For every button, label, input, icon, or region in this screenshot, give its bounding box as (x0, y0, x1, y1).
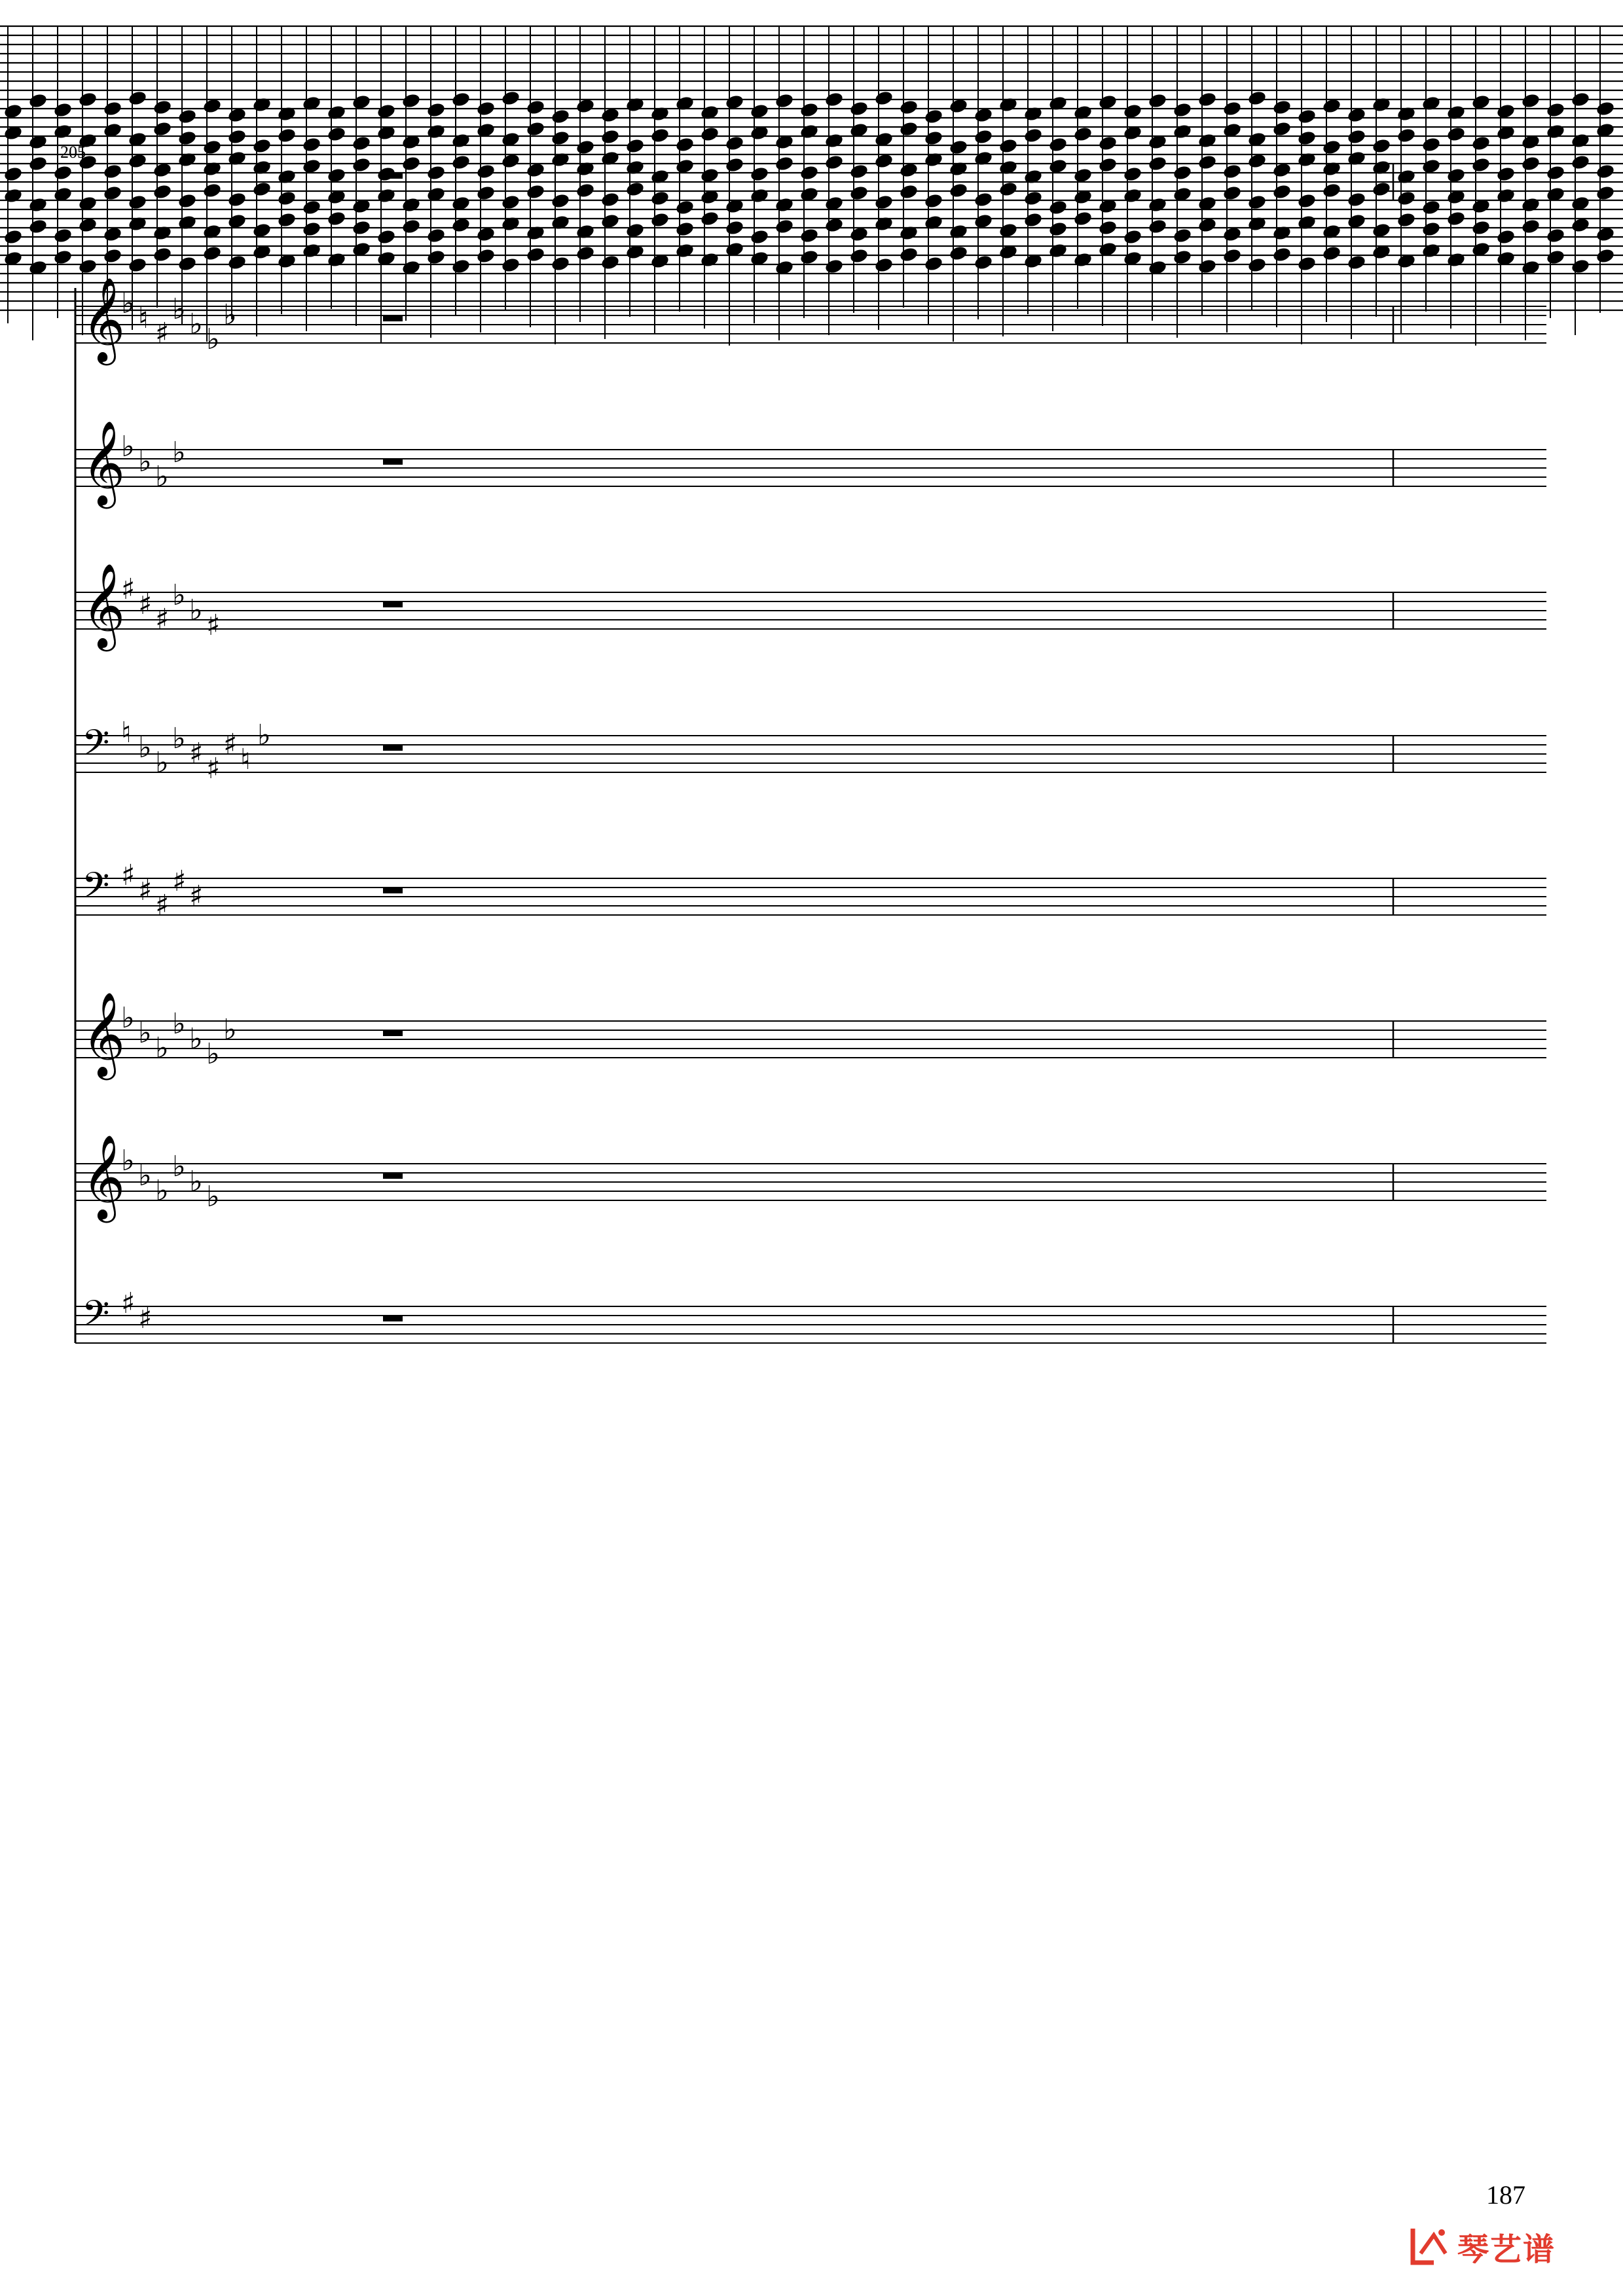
note-head (675, 136, 695, 153)
accidental-glyph: ♭ (138, 731, 152, 764)
note-head (1546, 164, 1566, 181)
note-head (750, 228, 770, 245)
note-head (28, 218, 48, 235)
note-head (1023, 127, 1044, 144)
note-head (1098, 219, 1118, 236)
note-head (874, 194, 894, 211)
note-head (476, 163, 496, 180)
note-head (1521, 155, 1541, 172)
note-head (501, 194, 521, 211)
note-head (1222, 163, 1243, 180)
note-head (1596, 163, 1616, 180)
accidental-glyph: ♯ (121, 573, 136, 606)
note-head (575, 245, 596, 262)
note-head (824, 132, 845, 149)
accidental-glyph: ♭ (172, 1150, 186, 1183)
accidental-glyph: ♯ (121, 859, 136, 892)
note-head (451, 154, 471, 171)
note-head (799, 123, 820, 140)
note-head (1297, 130, 1317, 147)
note-head (1222, 185, 1243, 202)
note-head (302, 136, 322, 153)
note-head (53, 123, 73, 140)
note-head (1148, 92, 1168, 109)
note-head (128, 257, 148, 274)
note-head (426, 101, 447, 118)
note-head (899, 120, 919, 137)
accidental-glyph: ♭ (257, 719, 271, 752)
note-head (1521, 218, 1541, 235)
note-head (426, 249, 447, 266)
note-head (924, 108, 944, 125)
note-head (1048, 242, 1068, 259)
note-head (376, 187, 397, 204)
note-head (53, 101, 73, 118)
note-head (725, 156, 745, 173)
page-number: 187 (1486, 2180, 1525, 2210)
note-head (1322, 245, 1342, 262)
note-head (352, 219, 372, 236)
note-head (1471, 219, 1491, 236)
note-head (1521, 92, 1541, 109)
note-head (1173, 227, 1193, 244)
accidental-glyph: ♯ (138, 588, 153, 621)
note-head (575, 139, 596, 156)
note-head (551, 130, 571, 147)
note-head (1421, 199, 1442, 216)
note-head (302, 221, 322, 238)
note-head (1496, 166, 1516, 183)
note-head (103, 185, 123, 202)
note-head (28, 196, 48, 213)
treble-clef-glyph: 𝄞 (82, 992, 126, 1077)
accidental-glyph: ♯ (155, 603, 170, 636)
note-head (53, 249, 73, 266)
note-head (799, 101, 820, 118)
accidental-glyph: ♭ (189, 1165, 203, 1198)
note-head (1446, 210, 1467, 227)
note-head (128, 194, 148, 211)
whole-rest (383, 888, 403, 893)
note-head (451, 258, 471, 275)
note-head (998, 137, 1019, 154)
note-head (1596, 185, 1616, 202)
note-head (227, 254, 247, 271)
note-head (1571, 91, 1591, 108)
note-head (352, 156, 372, 173)
note-head (949, 139, 969, 156)
note-head (1396, 190, 1417, 207)
accidental-glyph: ♯ (155, 317, 170, 350)
note-head (625, 181, 646, 198)
note-head (1446, 251, 1467, 268)
note-head (1596, 247, 1616, 264)
note-head (1123, 228, 1143, 245)
note-head (177, 108, 198, 125)
note-head (476, 185, 496, 202)
note-head (1098, 135, 1118, 152)
note-head (1272, 120, 1292, 137)
accidental-glyph: ♮ (240, 743, 251, 776)
note-head (1546, 227, 1566, 244)
note-head (775, 218, 795, 235)
note-head (1297, 255, 1317, 272)
accidental-glyph: ♯ (189, 737, 204, 770)
note-head (849, 100, 869, 117)
whole-rest (383, 459, 403, 465)
note-head (277, 127, 297, 144)
note-head (3, 166, 24, 183)
note-head (78, 258, 98, 275)
note-head (1197, 91, 1218, 108)
note-head (1197, 154, 1218, 171)
accidental-glyph: ♯ (138, 1302, 153, 1335)
note-head (451, 91, 471, 108)
accidental-glyph: ♭ (155, 746, 169, 780)
note-head (426, 123, 447, 140)
accidental-glyph: ♭ (155, 460, 169, 493)
note-head (1396, 211, 1417, 228)
note-head (177, 255, 198, 272)
accidental-glyph: ♭ (206, 1180, 220, 1213)
accidental-glyph: ♯ (172, 865, 187, 898)
accidental-glyph: ♭ (172, 436, 186, 469)
note-head (849, 163, 869, 180)
bass-clef-glyph: 𝄢 (82, 865, 110, 915)
accidental-glyph: ♭ (138, 445, 152, 478)
note-head (1048, 136, 1068, 153)
note-head (78, 91, 98, 108)
logo-text: 琴艺谱 (1457, 2231, 1556, 2268)
note-head (153, 99, 173, 116)
note-head (1023, 211, 1044, 228)
note-head (1197, 132, 1218, 149)
note-head (103, 100, 123, 117)
note-head (899, 246, 919, 263)
note-head (625, 137, 646, 154)
note-head (302, 242, 322, 259)
note-head (700, 251, 720, 268)
note-head (949, 245, 969, 262)
whole-rest (383, 601, 403, 607)
treble-clef-glyph: 𝄞 (82, 1134, 126, 1219)
note-head (551, 255, 571, 272)
note-head (1197, 258, 1218, 275)
note-head (1222, 247, 1243, 264)
note-head (1247, 257, 1267, 274)
note-head (1421, 221, 1442, 238)
note-head (600, 128, 621, 145)
note-head (700, 126, 720, 143)
note-head (476, 247, 496, 264)
accidental-glyph: ♭ (206, 323, 220, 356)
accidental-glyph: ♭ (121, 430, 135, 463)
note-head (775, 92, 795, 109)
accidental-glyph: ♭ (223, 298, 237, 332)
accidental-glyph: ♭ (172, 293, 186, 326)
note-head (401, 196, 422, 213)
note-head (799, 227, 820, 244)
note-head (974, 254, 994, 271)
note-head (3, 187, 24, 204)
note-head (1247, 90, 1267, 107)
note-head (53, 227, 73, 244)
accidental-glyph: ♯ (121, 1287, 136, 1320)
note-head (1546, 101, 1566, 118)
note-head (327, 126, 347, 143)
note-head (1571, 154, 1591, 171)
note-head (401, 92, 422, 109)
note-head (401, 218, 422, 235)
accidental-glyph: ♭ (172, 722, 186, 755)
note-head (1073, 251, 1093, 268)
note-head (750, 187, 770, 204)
note-head (551, 108, 571, 125)
treble-clef-glyph: 𝄞 (82, 277, 126, 362)
accidental-glyph: ♭ (138, 1016, 152, 1050)
accidental-glyph: ♯ (206, 752, 221, 785)
note-head (526, 246, 546, 263)
accidental-glyph: ♯ (138, 874, 153, 907)
note-head (1347, 128, 1367, 145)
note-head (476, 100, 496, 117)
bass-clef-glyph: 𝄢 (82, 722, 110, 772)
note-head (451, 132, 471, 149)
accidental-glyph: ♭ (155, 1174, 169, 1208)
note-head (1098, 156, 1118, 173)
note-head (103, 163, 123, 180)
note-head (1272, 246, 1292, 263)
note-head (924, 130, 944, 147)
note-head (103, 247, 123, 264)
note-head (675, 221, 695, 238)
note-head (1596, 100, 1616, 117)
publisher-logo (1408, 2220, 1604, 2272)
note-head (426, 227, 447, 244)
note-head (1521, 196, 1541, 213)
note-head (1148, 196, 1168, 213)
note-head (924, 255, 944, 272)
whole-rest (383, 1030, 403, 1036)
note-head (750, 166, 770, 183)
whole-rest (383, 745, 403, 751)
note-head (526, 120, 546, 137)
note-head (1073, 210, 1093, 227)
note-head (1173, 123, 1193, 140)
accidental-glyph: ♭ (138, 1159, 152, 1193)
note-head (202, 245, 223, 262)
note-head (1496, 228, 1516, 245)
accidental-glyph: ♮ (138, 302, 149, 335)
accidental-glyph: ♭ (189, 1022, 203, 1056)
note-head (799, 249, 820, 266)
note-head (1446, 126, 1467, 143)
accidental-glyph: ♯ (206, 609, 221, 642)
whole-rest (383, 173, 403, 179)
note-head (376, 228, 397, 245)
note-head (1496, 187, 1516, 204)
note-head (1222, 100, 1243, 117)
note-head (824, 258, 845, 275)
note-head (28, 92, 48, 109)
note-head (874, 90, 894, 107)
note-head (1571, 132, 1591, 149)
accidental-glyph: ♮ (121, 716, 132, 749)
note-head (1173, 101, 1193, 118)
note-head (1546, 249, 1566, 266)
note-head (1322, 139, 1342, 156)
note-head (352, 135, 372, 152)
note-head (53, 164, 73, 181)
note-head (1546, 123, 1566, 140)
note-head (1347, 254, 1367, 271)
whole-rest (383, 315, 403, 321)
note-head (1173, 249, 1193, 266)
note-head (327, 210, 347, 227)
accidental-glyph: ♭ (172, 579, 186, 612)
note-head (501, 90, 521, 107)
note-head (874, 257, 894, 274)
accidental-glyph: ♭ (121, 1001, 135, 1035)
note-head (1123, 187, 1143, 204)
whole-rest (383, 1173, 403, 1179)
accidental-glyph: ♭ (172, 1007, 186, 1041)
accidental-glyph: ♭ (121, 1144, 135, 1177)
note-head (1372, 181, 1392, 198)
note-head (650, 190, 670, 207)
note-head (1396, 127, 1417, 144)
note-head (252, 181, 272, 198)
note-head (1023, 190, 1044, 207)
treble-clef-glyph: 𝄞 (82, 420, 126, 505)
measure-number: 205 (60, 143, 86, 162)
note-head (1471, 135, 1491, 152)
note-head (252, 137, 272, 154)
bass-clef-glyph: 𝄢 (82, 1293, 110, 1343)
note-head (1247, 194, 1267, 211)
note-head (675, 242, 695, 259)
accidental-glyph: ♯ (189, 880, 204, 913)
note-head (998, 181, 1019, 198)
logo-mark-icon (1408, 2225, 1453, 2268)
note-head (277, 211, 297, 228)
accidental-glyph: ♭ (189, 594, 203, 627)
note-head (650, 127, 670, 144)
accidental-glyph: ♯ (223, 728, 238, 761)
note-head (1372, 137, 1392, 154)
note-head (1272, 99, 1292, 116)
note-head (1148, 218, 1168, 235)
note-head (675, 199, 695, 216)
note-head (327, 251, 347, 268)
note-head (650, 211, 670, 228)
accidental-glyph: ♭ (189, 308, 203, 341)
note-head (775, 196, 795, 213)
note-head (3, 228, 24, 245)
note-head (974, 128, 994, 145)
note-head (1421, 136, 1442, 153)
note-head (501, 257, 521, 274)
note-head (600, 254, 621, 271)
note-head (1048, 221, 1068, 238)
note-head (28, 155, 48, 172)
accidental-glyph: ♯ (155, 889, 170, 922)
whole-rest (383, 1316, 403, 1321)
note-head (725, 135, 745, 152)
note-head (725, 219, 745, 236)
note-head (526, 99, 546, 116)
note-head (849, 247, 869, 264)
note-head (1048, 199, 1068, 216)
note-head (1297, 108, 1317, 125)
accidental-glyph: ♭ (206, 1037, 220, 1071)
note-head (277, 190, 297, 207)
note-head (1421, 242, 1442, 259)
accidental-glyph: ♭ (155, 1031, 169, 1065)
note-head (153, 120, 173, 137)
note-head (1073, 126, 1093, 143)
note-head (824, 154, 845, 171)
note-head (899, 99, 919, 116)
accidental-glyph: ♭ (223, 1013, 237, 1047)
note-head (1571, 258, 1591, 275)
note-head (1123, 166, 1143, 183)
note-head (824, 91, 845, 108)
note-head (128, 90, 148, 107)
accidental-glyph: ♭ (121, 287, 135, 320)
treble-clef-glyph: 𝄞 (82, 563, 126, 648)
note-head (177, 130, 198, 147)
note-head (153, 246, 173, 263)
note-head (1471, 156, 1491, 173)
note-head (849, 185, 869, 202)
note-head (227, 128, 247, 145)
note-head (202, 139, 223, 156)
note-head (302, 199, 322, 216)
note-head (700, 210, 720, 227)
